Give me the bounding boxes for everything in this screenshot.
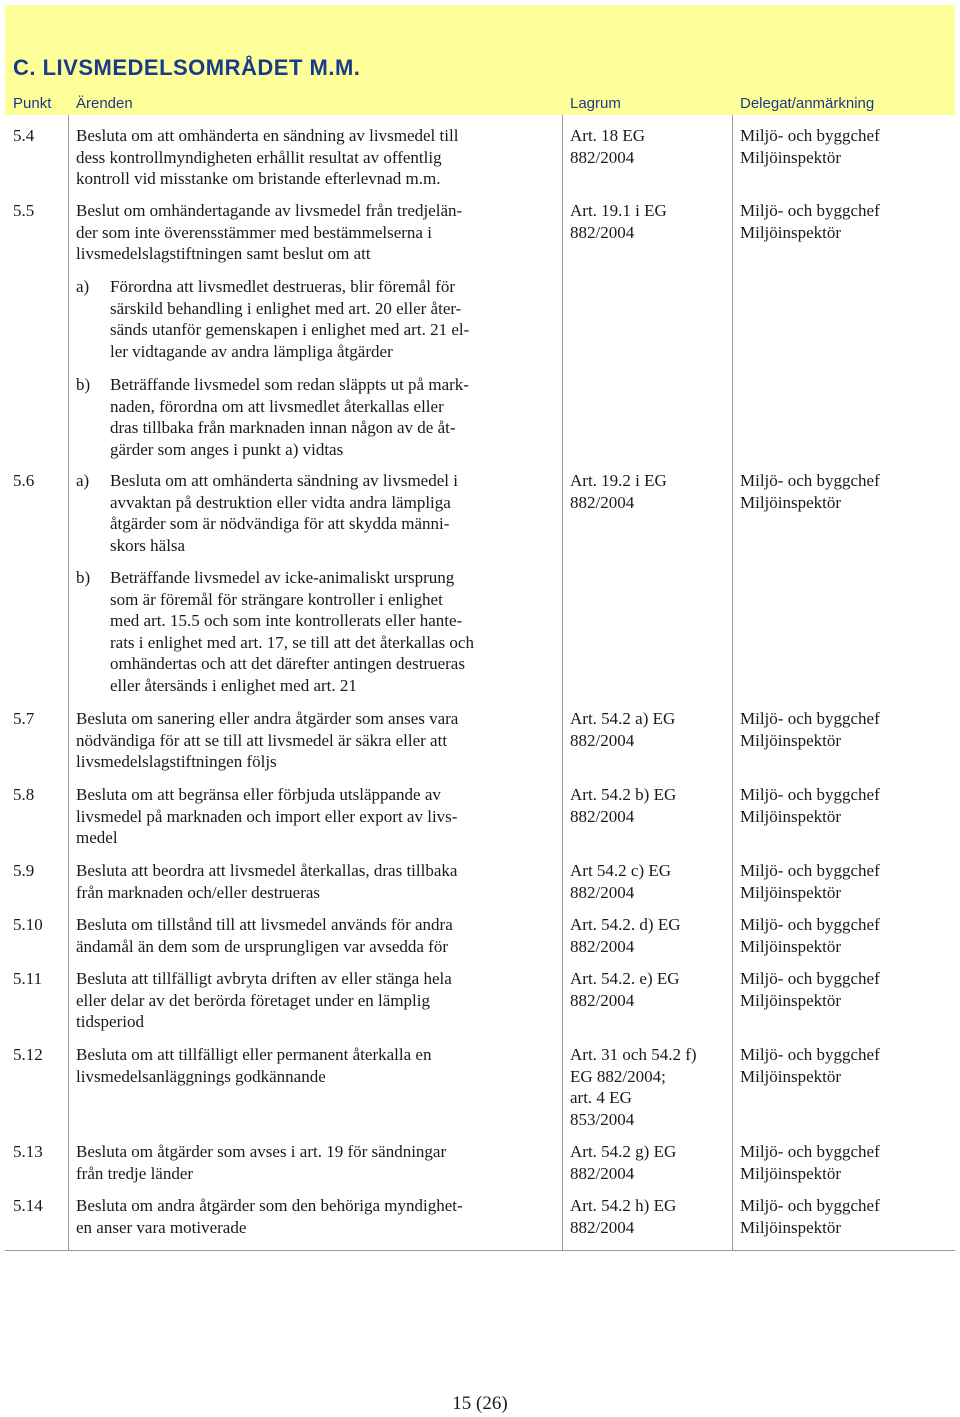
row-text [76,1195,463,1238]
row-number: 5.7 [13,709,35,728]
row-lagrum-line: Art. 18 EG [570,126,646,145]
row-lagrum-line: Art. 19.1 i EG [570,201,667,220]
row-text-line: livsmedelslagstiftningen följs [76,752,277,772]
row-lagrum-line: 882/2004 [570,806,635,826]
sub-item-text-line: sänds utanför gemenskapen i enlighet med art. 21 el- [110,320,470,340]
row-delegate-line: Miljöinspektör [740,882,842,902]
sub-item-text-line: åtgärder som är nödvändiga för att skydda männi- [110,514,450,534]
row-delegate-line: Miljöinspektör [740,1217,842,1237]
sub-item-text [110,276,469,362]
sub-item-label: b) [76,375,91,394]
row-text-line: Besluta om åtgärder som avses i art. 19 för sändningar [76,1142,447,1161]
row-text [76,968,452,1033]
row-lagrum-line: 882/2004 [570,990,635,1010]
row-text [76,784,457,849]
row-lagrum [570,914,680,957]
row-text [76,1044,431,1087]
row-lagrum-line: 882/2004 [570,936,635,956]
row-text-line: eller delar av det berörda företaget under en lämplig [76,990,430,1010]
row-text-line: Besluta om att tillfälligt eller permanent återkalla en [76,1045,432,1064]
sub-item-label: b) [76,568,91,587]
row-delegate [740,860,880,903]
row-lagrum-line: 882/2004 [570,147,635,167]
row-delegate [740,125,880,168]
column-divider [562,115,563,1251]
row-lagrum [570,784,676,827]
sub-item-label: a) [76,471,90,490]
row-lagrum-line: 882/2004 [570,1163,635,1183]
row-delegate-line: Miljö- och byggchef [740,126,880,145]
row-delegate-line: Miljö- och byggchef [740,709,880,728]
row-lagrum-line: 882/2004 [570,1217,635,1237]
row-delegate [740,784,880,827]
sub-item-text-line: eller återsänds i enlighet med art. 21 [110,675,357,695]
row-number: 5.14 [13,1196,43,1215]
row-text-line: Beslut om omhändertagande av livsmedel från tredjelän- [76,201,463,220]
row-delegate-line: Miljö- och byggchef [740,1045,880,1064]
row-delegate-line: Miljö- och byggchef [740,861,880,880]
row-delegate-line: Miljöinspektör [740,936,842,956]
sub-item-label: a) [76,277,90,296]
row-number: 5.11 [13,969,43,988]
row-text-line: Besluta om att omhänderta en sändning av livsmedel till [76,126,459,145]
row-delegate [740,1141,880,1184]
row-lagrum-line: Art. 54.2 h) EG [570,1196,677,1215]
row-lagrum-line: Art. 54.2 g) EG [570,1142,677,1161]
row-text-line: tidsperiod [76,1012,144,1032]
row-lagrum-line: Art. 54.2. e) EG [570,969,680,988]
sub-item-text-line: omhändertas och att det därefter antingen destrueras [110,654,465,674]
row-lagrum-line: Art. 54.2 b) EG [570,785,677,804]
row-text-line: dess kontrollmyndigheten erhållit resultat av offentlig [76,147,442,167]
row-lagrum-line: Art. 54.2 a) EG [570,709,676,728]
row-text [76,200,462,265]
row-lagrum [570,708,675,751]
row-delegate [740,200,880,243]
sub-item-text-line: ler vidtagande av andra lämpliga åtgärder [110,341,393,361]
row-delegate-line: Miljö- och byggchef [740,1142,880,1161]
row-text-line: från tredje länder [76,1163,194,1183]
row-delegate [740,968,880,1011]
sub-item-text-line: Förordna att livsmedlet destrueras, blir föremål för [110,277,456,296]
row-delegate-line: Miljö- och byggchef [740,785,880,804]
row-text-line: Besluta att tillfälligt avbryta driften av eller stänga hela [76,969,452,988]
row-delegate-line: Miljö- och byggchef [740,201,880,220]
row-number: 5.10 [13,915,43,934]
row-lagrum [570,1141,676,1184]
row-text-line: Besluta om att begränsa eller förbjuda utsläppande av [76,785,441,804]
sub-item-text [110,567,474,697]
sub-item-text-line: avvaktan på destruktion eller vidta andra lämpliga [110,492,451,512]
column-header-delegat: Delegat/anmärkning [740,95,875,112]
row-text-line: der som inte överensstämmer med bestämmelserna i [76,222,432,242]
row-text-line: ändamål än dem som de ursprungligen var avsedda för [76,936,448,956]
row-lagrum [570,860,671,903]
row-text [76,1141,446,1184]
sub-item-text-line: skors hälsa [110,535,186,555]
row-text-line: nödvändiga för att se till att livsmedel är säkra eller att [76,730,448,750]
row-delegate [740,1044,880,1087]
sub-item-text [110,470,458,556]
row-text-line: livsmedel på marknaden och import eller export av livs- [76,806,458,826]
sub-item-text-line: som är föremål för strängare kontroller i enlighet [110,589,443,609]
sub-item-text-line: Beträffande livsmedel som redan släppts ut på mark- [110,375,469,394]
row-delegate-line: Miljöinspektör [740,1066,842,1086]
row-delegate-line: Miljöinspektör [740,147,842,167]
row-number: 5.13 [13,1142,43,1161]
row-delegate-line: Miljöinspektör [740,990,842,1010]
row-lagrum [570,200,667,243]
column-divider [732,115,733,1251]
row-number: 5.5 [13,201,35,220]
row-text-line: från marknaden och/eller destrueras [76,882,321,902]
row-delegate-line: Miljö- och byggchef [740,471,880,490]
row-lagrum-line: 882/2004 [570,222,635,242]
row-text [76,914,453,957]
row-lagrum-line: 882/2004 [570,882,635,902]
row-lagrum [570,1195,676,1238]
sub-item-text-line: med art. 15.5 och som inte kontrollerats eller hante- [110,611,463,631]
column-header-arenden: Ärenden [76,95,133,112]
row-lagrum [570,470,667,513]
row-lagrum-line: Art. 19.2 i EG [570,471,667,490]
row-text-line: Besluta att beordra att livsmedel återkallas, dras tillbaka [76,861,458,880]
row-delegate-line: Miljöinspektör [740,492,842,512]
row-number: 5.8 [13,785,35,804]
row-delegate-line: Miljö- och byggchef [740,969,880,988]
sub-item-text-line: naden, förordna om att livsmedlet återkallas eller [110,396,444,416]
row-text [76,860,457,903]
sub-item-text-line: särskild behandling i enlighet med art. 20 eller åter- [110,298,462,318]
row-text-line: Besluta om andra åtgärder som den behöriga myndighet- [76,1196,463,1215]
table-bottom-border [5,1250,955,1251]
row-lagrum [570,1044,697,1130]
section-title: C. LIVSMEDELSOMRÅDET M.M. [13,55,361,80]
row-delegate-line: Miljöinspektör [740,806,842,826]
sub-item-text [110,374,469,460]
row-lagrum-line: 882/2004 [570,730,635,750]
row-number: 5.4 [13,126,35,145]
row-delegate-line: Miljö- och byggchef [740,1196,880,1215]
row-lagrum-line: art. 4 EG [570,1088,632,1108]
row-lagrum-line: Art 54.2 c) EG [570,861,672,880]
row-text-line: medel [76,828,118,848]
row-text [76,125,458,190]
page-number: 15 (26) [452,1393,508,1414]
row-lagrum [570,125,645,168]
row-number: 5.6 [13,471,35,490]
row-lagrum-line: 853/2004 [570,1109,635,1129]
row-lagrum-line: EG 882/2004; [570,1066,666,1086]
row-delegate-line: Miljö- och byggchef [740,915,880,934]
row-delegate-line: Miljöinspektör [740,1163,842,1183]
column-divider [68,115,69,1251]
sub-item-text-line: dras tillbaka från marknaden innan någon av de åt- [110,418,456,438]
row-number: 5.9 [13,861,35,880]
row-text-line: kontroll vid misstanke om bristande efterlevnad m.m. [76,169,441,189]
row-lagrum [570,968,680,1011]
column-header-punkt: Punkt [13,95,52,112]
sub-item-text-line: rats i enlighet med art. 17, se till att det återkallas och [110,632,474,652]
row-number: 5.12 [13,1045,43,1064]
row-delegate [740,1195,880,1238]
sub-item-text-line: Besluta om att omhänderta sändning av livsmedel i [110,471,458,490]
row-delegate-line: Miljöinspektör [740,222,842,242]
row-delegate-line: Miljöinspektör [740,730,842,750]
row-lagrum-line: Art. 54.2. d) EG [570,915,681,934]
row-text [76,708,458,773]
column-header-lagrum: Lagrum [570,95,621,112]
row-text-line: en anser vara motiverade [76,1217,247,1237]
row-text-line: livsmedelsanläggnings godkännande [76,1066,326,1086]
sub-item-text-line: gärder som anges i punkt a) vidtas [110,439,344,459]
row-text-line: Besluta om sanering eller andra åtgärder som anses vara [76,709,459,728]
row-delegate [740,914,880,957]
row-text-line: livsmedelslagstiftningen samt beslut om att [76,244,371,264]
row-lagrum-line: 882/2004 [570,492,635,512]
row-delegate [740,470,880,513]
sub-item-text-line: Beträffande livsmedel av icke-animaliskt ursprung [110,568,455,587]
row-lagrum-line: Art. 31 och 54.2 f) [570,1045,697,1064]
row-text-line: Besluta om tillstånd till att livsmedel används för andra [76,915,453,934]
row-delegate [740,708,880,751]
